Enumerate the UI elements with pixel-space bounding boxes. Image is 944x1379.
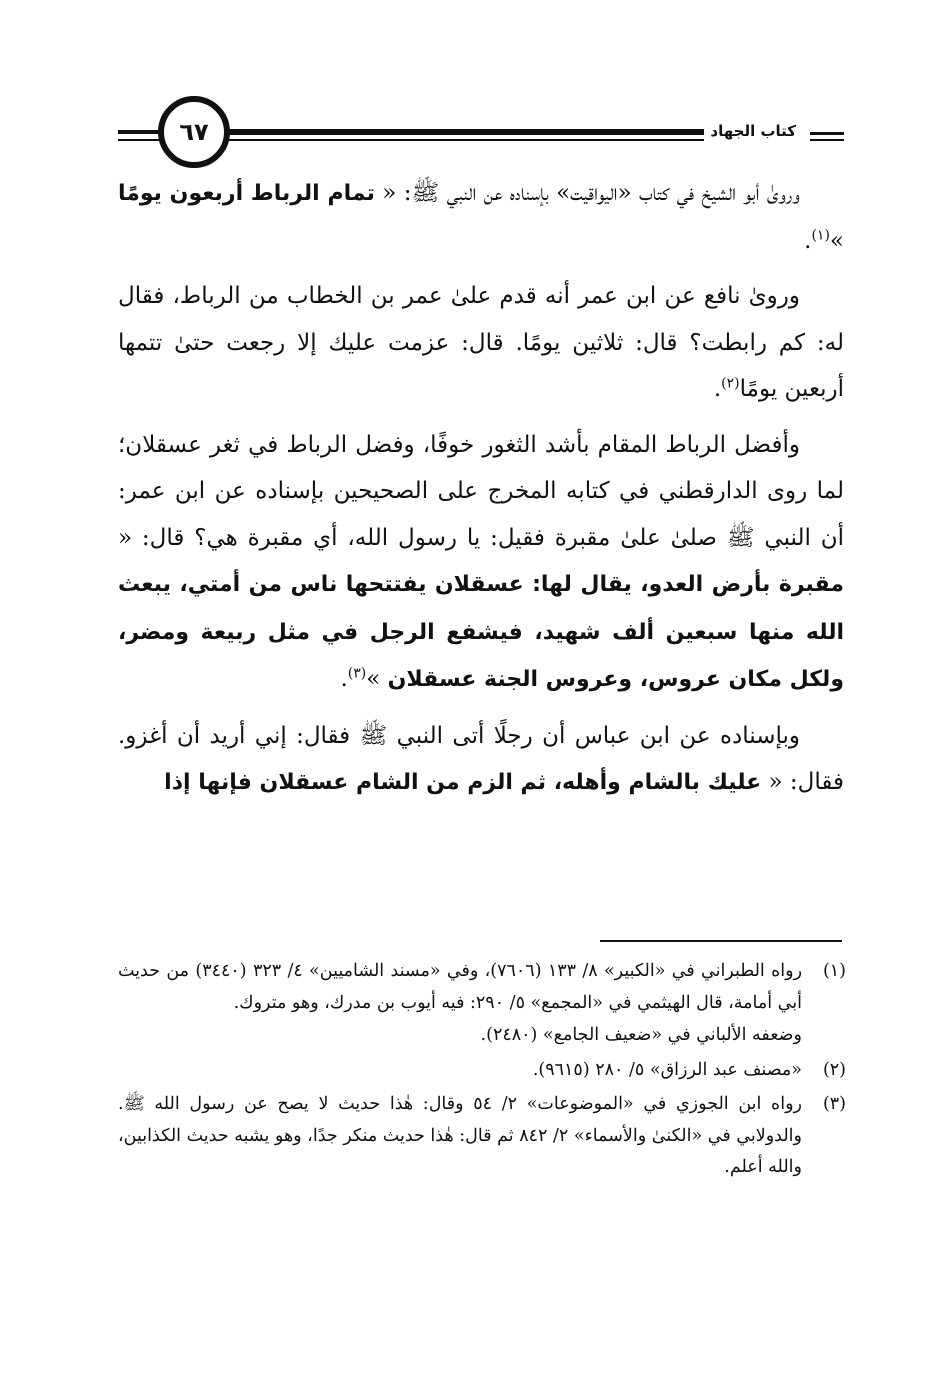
hadith-text: تمام الرباط أربعون یومًا: [118, 181, 375, 206]
page-header: [118, 96, 844, 176]
hadith-text: مقبرة بأرض العدو، یقال لها: عسقلان یفتتحها ناس من أمتي، یبعث الله منها سبعین ألف شهید، فیشفع الرجل في مثل ربیعة ومضر، ولكل مكان عروس، وعروس الجنة عسقلان: [118, 572, 844, 692]
header-rule: [810, 139, 844, 141]
footnote-text: «مصنف عبد الرزاق» ٥/ ٢٨٠ (٩٦١٥).: [532, 1059, 802, 1080]
paragraph-text: ورویٰ نافع عن ابن عمر أنه قدم علیٰ عمر بن الخطاب من الرباط، فقال له: كم رابطت؟ قال: ثلاثین یومًا. قال: عزمت علیك إلا رجعت حتیٰ تتمها أربعین یومًا: [118, 283, 844, 402]
footnote-separator: [600, 940, 842, 942]
paragraph: [118, 273, 844, 413]
footnote-text: رواه ابن الجوزي في «الموضوعات» ٢/ ٥٤ وقال: هٰذا حدیث لا یصح عن رسول الله ﷺ. والدولابي في «الكنیٰ والأسماء» ٢/ ٨٤٢ ثم قال: هٰذا حدیث منكر جدًا، وهو یشبه حدیث الكذابین، والله أعلم.: [117, 1094, 802, 1177]
punctuation: .: [713, 376, 722, 402]
footnote-ref[interactable]: (١): [811, 226, 830, 243]
footnote: [118, 956, 846, 1019]
quote-mark: »: [366, 666, 388, 692]
paragraph-text: وأفضل الرباط المقام بأشد الثغور خوفًا، وفضل الرباط في ثغر عسقلان؛ لما روی الدارقطني في كتابه المخرج علی الصحیحین بإسناده عن ابن عمر: أن النبي ﷺ صلیٰ علیٰ مقبرة فقیل: یا رسول الله، أي مقبرة هي؟ قال: «: [118, 431, 844, 551]
footnote-text: رواه الطبراني في «الكبير» ٨/ ١٣٣ (٧٦٠٦)، وفي «مسند الشامیین» ٤/ ٣٢٣ (٣٤٤٠) من حدیث أبي أمامة، قال الهیثمي في «المجمع» ٥/ ٢٩٠: فیه أیوب بن مدرك، وهو متروك.: [118, 961, 803, 1013]
main-text: [118, 170, 844, 816]
header-rule: [810, 132, 844, 135]
footnotes: [118, 956, 846, 1187]
footnote-number: (١): [822, 961, 846, 981]
footnote-number: (٣): [822, 1094, 846, 1114]
header-rule: [118, 139, 162, 141]
footnote-ref[interactable]: (٢): [721, 375, 740, 392]
header-rule: [208, 139, 709, 141]
footnote-ref[interactable]: (٣): [347, 665, 367, 682]
paragraph-text: ورویٰ أبو الشیخ في كتاب «الیواقیت» بإسناده عن النبي ﷺ: «: [374, 180, 800, 206]
paragraph: [118, 713, 844, 807]
header-rule: [208, 129, 709, 135]
hadith-text: علیك بالشام وأهله، ثم الزم من الشام عسقلان فإنها إذا: [164, 770, 762, 795]
footnote-text: وضعفه الألباني في «ضعیف الجامع» (٢٤٨٠).: [480, 1025, 802, 1045]
chapter-title: كتاب الجهاد: [704, 120, 802, 142]
punctuation: .: [804, 227, 812, 254]
paragraph: [118, 170, 844, 264]
paragraph: [118, 422, 844, 704]
punctuation: .: [340, 666, 348, 692]
paragraph-text: وبإسناده عن ابن عباس أن رجلًا أتی النبي ﷺ فقال: إني أرید أن أغزو. فقال: «: [118, 722, 844, 795]
footnote: [118, 1055, 846, 1087]
header-rule: [118, 130, 162, 134]
quote-mark: »: [829, 227, 844, 254]
footnote: [118, 1089, 846, 1184]
footnote-number: (٢): [822, 1059, 846, 1080]
page-number: ٦٧: [158, 96, 230, 168]
